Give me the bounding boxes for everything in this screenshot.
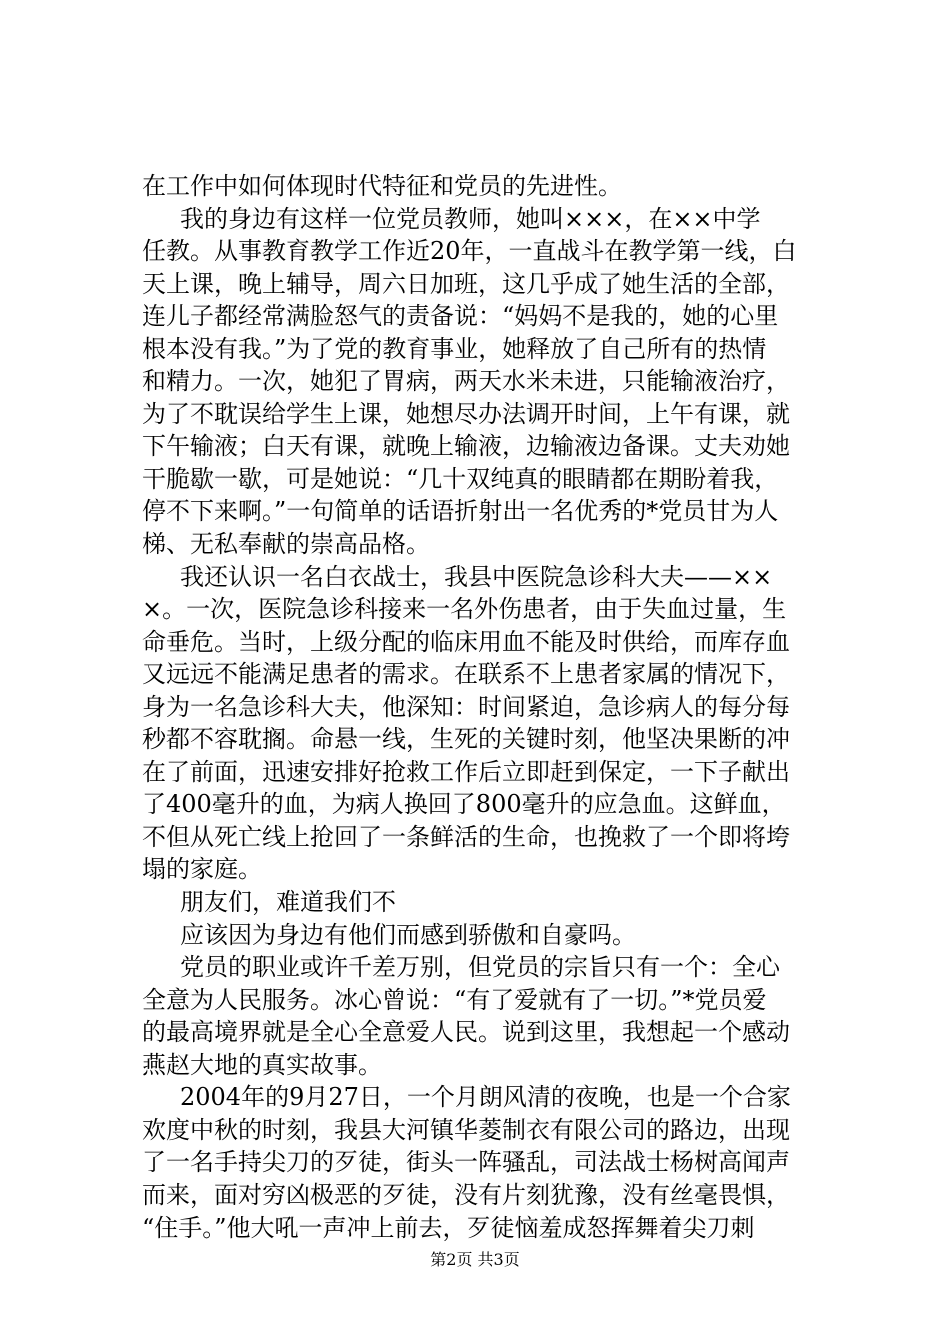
text-line: 为了不耽误给学生上课，她想尽办法调开时间，上午有课，就: [142, 399, 790, 428]
text-line: 不但从死亡线上抢回了一条鲜活的生命，也挽救了一个即将垮: [142, 822, 790, 851]
text-line: 塌的家庭。: [142, 855, 262, 884]
text-line: 应该因为身边有他们而感到骄傲和自豪吗。: [180, 920, 636, 949]
text-line: ×。一次，医院急诊科接来一名外伤患者，由于失血过量，生: [142, 595, 787, 624]
text-line: 天上课，晚上辅导，周六日加班，这几乎成了她生活的全部，: [142, 269, 790, 298]
text-line: 了400毫升的血，为病人换回了800毫升的应急血。这鲜血，: [142, 790, 786, 819]
text-line: 又远远不能满足患者的需求。在联系不上患者家属的情况下，: [142, 660, 790, 689]
text-line: 连儿子都经常满脸怒气的责备说：“妈妈不是我的，她的心里: [142, 302, 779, 331]
text-line: 在了前面，迅速安排好抢救工作后立即赶到保定，一下子献出: [142, 757, 790, 786]
text-line: 命垂危。当时，上级分配的临床用血不能及时供给，而库存血: [142, 627, 790, 656]
text-line: 和精力。一次，她犯了胃病，两天水米未进，只能输液治疗，: [142, 367, 790, 396]
text-line: 我的身边有这样一位党员教师，她叫×××，在××中学: [180, 204, 761, 233]
text-line: 朋友们，难道我们不: [180, 888, 396, 917]
text-line: 停不下来啊。”一句简单的话语折射出一名优秀的*党员甘为人: [142, 497, 779, 526]
text-line: 身为一名急诊科大夫，他深知：时间紧迫，急诊病人的每分每: [142, 692, 790, 721]
text-line: 党员的职业或许千差万别，但党员的宗旨只有一个：全心: [180, 953, 780, 982]
document-body: [142, 170, 832, 1244]
text-line: 干脆歇一歇，可是她说：“几十双纯真的眼睛都在期盼着我，: [142, 464, 779, 493]
text-line: 全意为人民服务。冰心曾说：“有了爱就有了一切。”*党员爱: [142, 985, 767, 1014]
text-line: 而来，面对穷凶极恶的歹徒，没有片刻犹豫，没有丝毫畏惧，: [142, 1180, 790, 1209]
text-line: 任教。从事教育教学工作近20年，一直战斗在教学第一线，白: [142, 237, 797, 266]
text-line: 了一名手持尖刀的歹徒，街头一阵骚乱，司法战士杨树高闻声: [142, 1148, 790, 1177]
text-line: 秒都不容耽搁。命悬一线，生死的关键时刻，他坚决果断的冲: [142, 725, 790, 754]
page-number-footer: 第2页 共3页: [430, 1250, 520, 1269]
text-line: 根本没有我。”为了党的教育事业，她释放了自己所有的热情: [142, 334, 767, 363]
text-line: 我还认识一名白衣战士，我县中医院急诊科大夫——××: [180, 562, 773, 591]
text-line: 2004年的9月27日，一个月朗风清的夜晚，也是一个合家: [180, 1083, 791, 1112]
text-line: 燕赵大地的真实故事。: [142, 1050, 382, 1079]
text-line: 下午输液；白天有课，就晚上输液，边输液边备课。丈夫劝她: [142, 432, 790, 461]
text-line: 梯、无私奉献的崇高品格。: [142, 530, 430, 559]
text-line: 在工作中如何体现时代特征和党员的先进性。: [142, 172, 622, 200]
text-line: 的最高境界就是全心全意爱人民。说到这里，我想起一个感动: [142, 1018, 790, 1047]
text-line: 欢度中秋的时刻，我县大河镇华菱制衣有限公司的路边，出现: [142, 1115, 790, 1144]
text-line: “住手。”他大吼一声冲上前去，歹徒恼羞成怒挥舞着尖刀刺: [142, 1213, 755, 1242]
